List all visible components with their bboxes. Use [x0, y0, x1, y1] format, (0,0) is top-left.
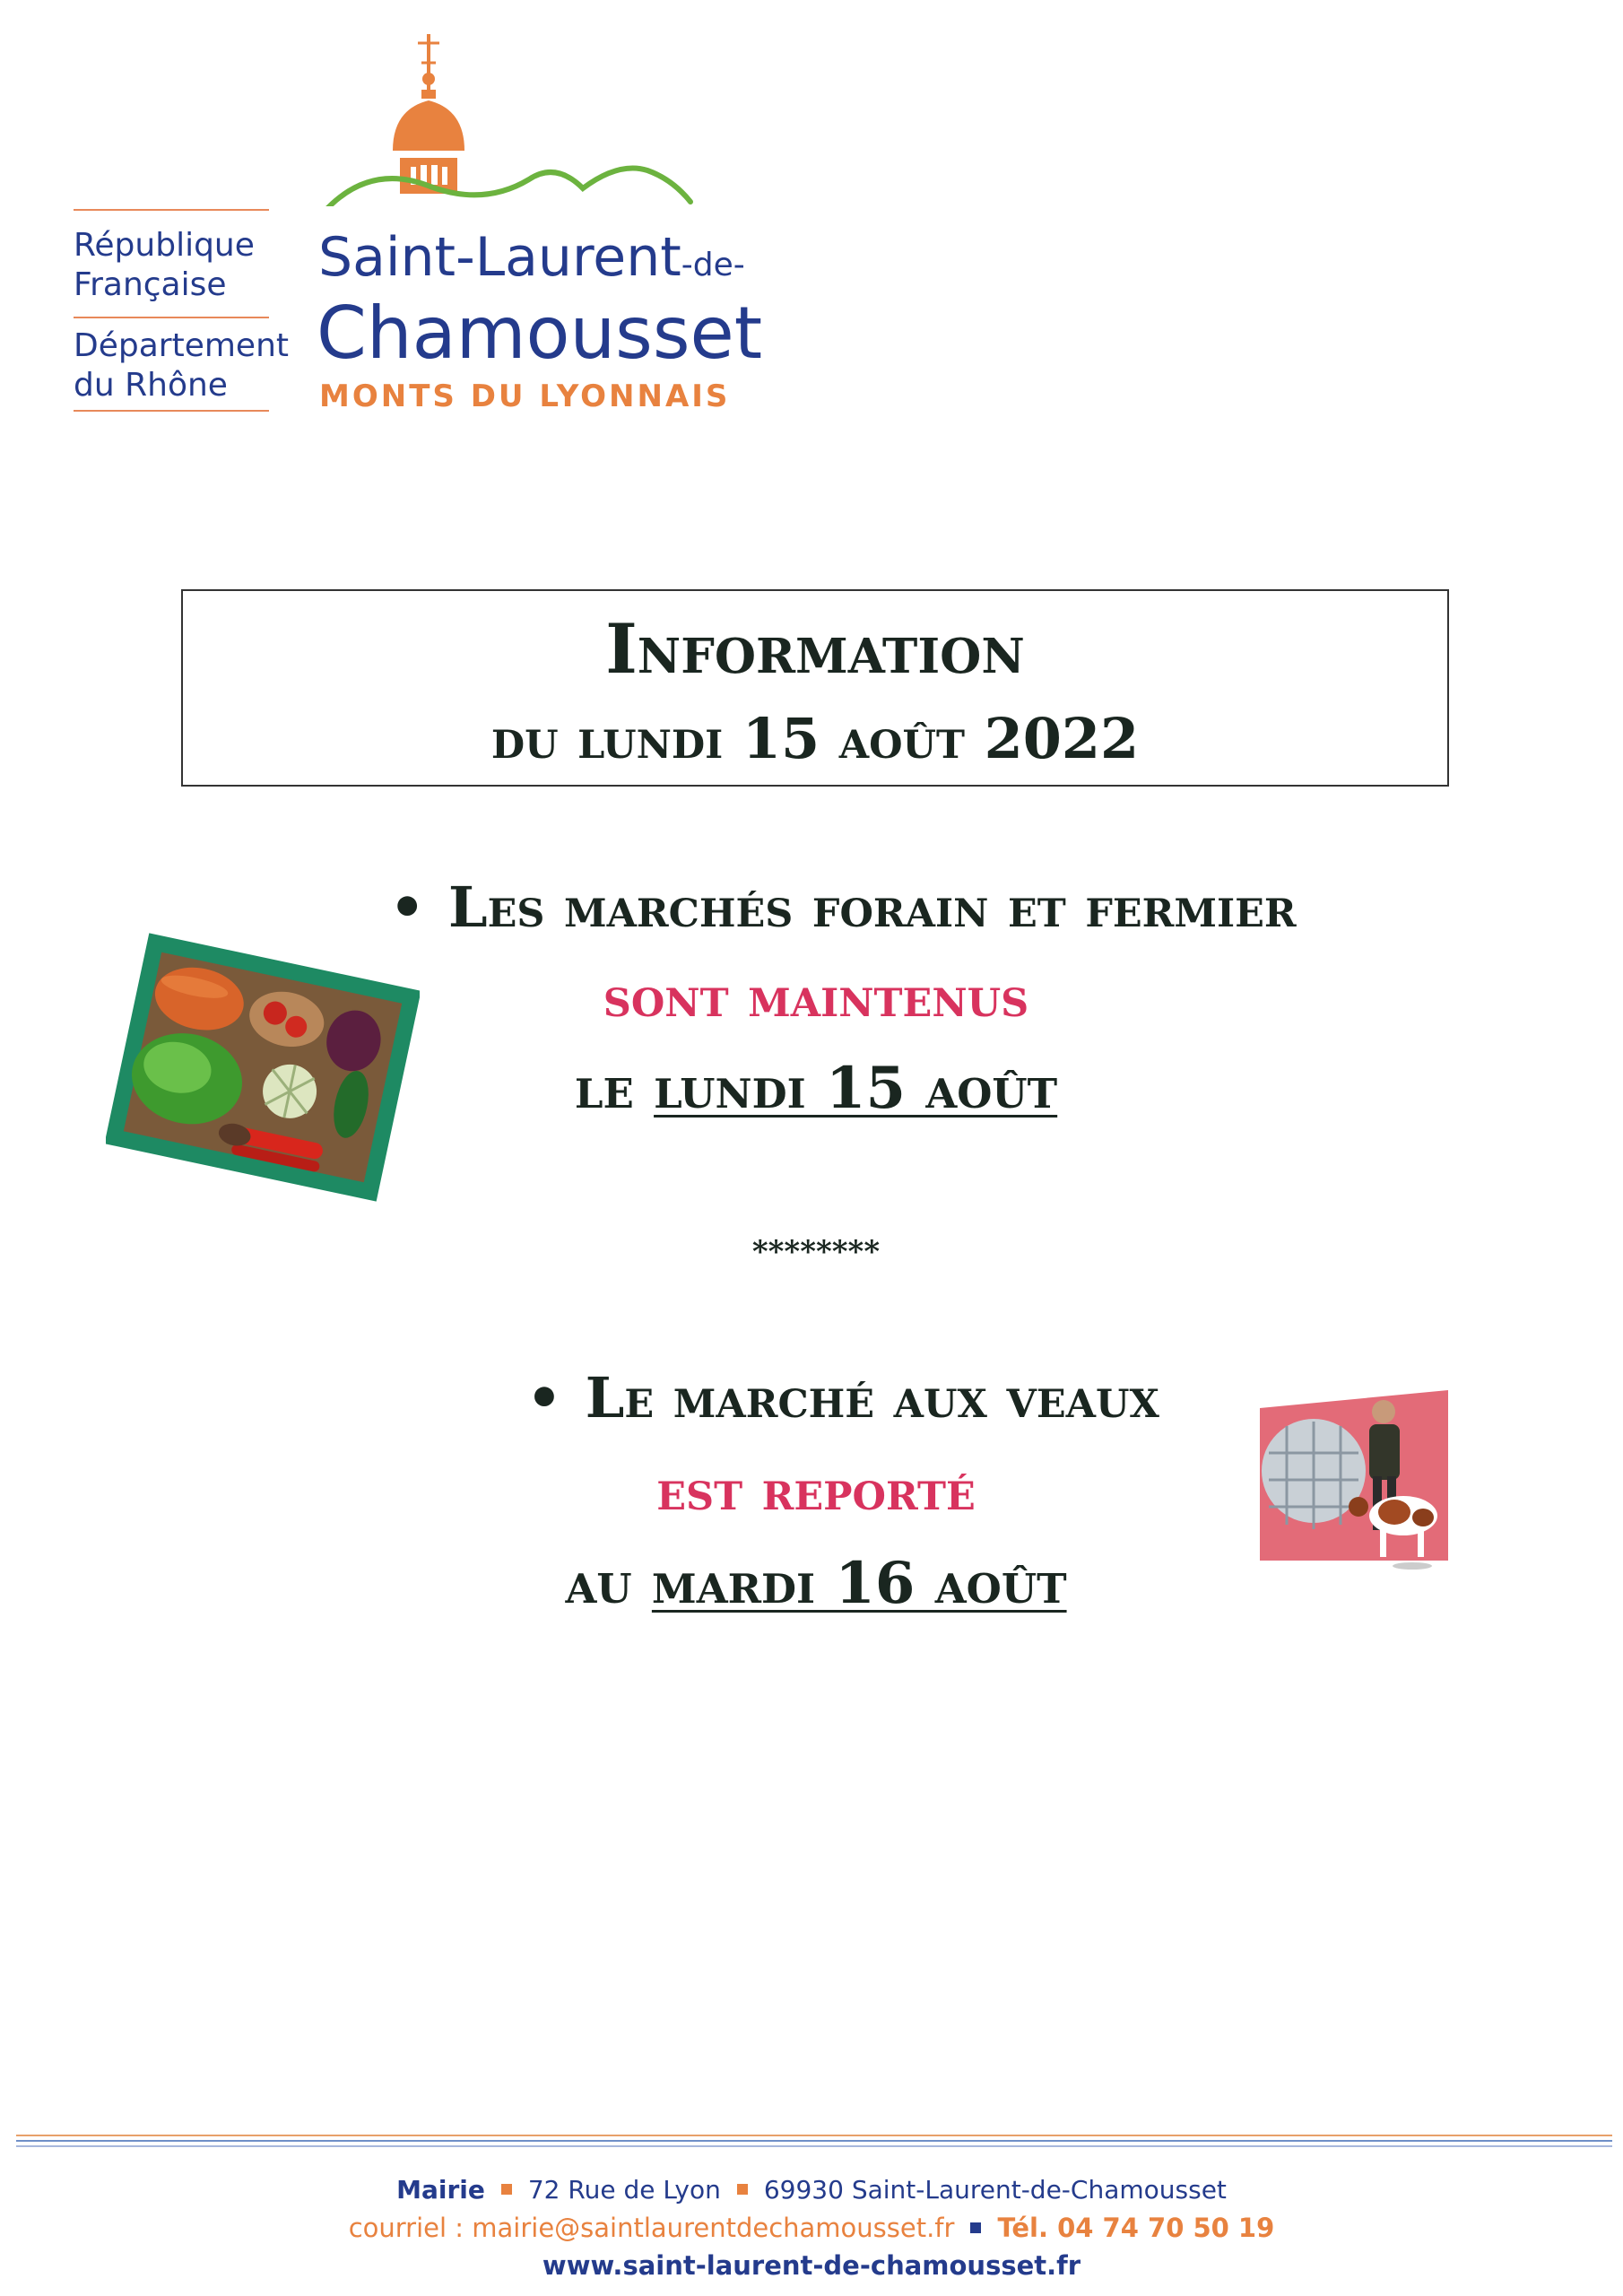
item1-title: Les marchés forain et fermier — [447, 874, 1297, 940]
official-rule-top — [74, 209, 269, 211]
footer-square-icon — [501, 2184, 512, 2195]
footer-contact-line — [0, 2213, 1623, 2243]
logo-name-part-1: Saint-Laurent — [318, 226, 681, 289]
official-line-1: République — [74, 227, 255, 264]
item2-title: Le marché aux veaux — [585, 1365, 1159, 1431]
official-line-2: Française — [74, 266, 227, 303]
item1-bullet-icon: • — [389, 874, 425, 940]
item2-status: est reporté — [656, 1457, 976, 1523]
logo-subtitle: MONTS DU LYONNAIS — [319, 378, 731, 414]
item2-date: mardi 16 août — [651, 1550, 1067, 1617]
separator: ******** — [751, 1234, 881, 1270]
item1-prefix: le — [574, 1055, 634, 1122]
official-republique — [74, 226, 280, 305]
footer-rule-lightblue — [16, 2145, 1612, 2147]
item1-date-line — [457, 1055, 1175, 1122]
footer-mairie-label: Mairie — [396, 2175, 485, 2205]
calf-market-image — [1251, 1381, 1457, 1587]
item1-status: sont maintenus — [603, 964, 1029, 1030]
footer-phone: Tél. 04 74 70 50 19 — [997, 2213, 1275, 2243]
church-dome-logo-icon — [314, 27, 708, 206]
item2-bullet-icon: • — [526, 1365, 562, 1431]
footer-square-icon — [737, 2184, 748, 2195]
footer-address-line — [0, 2175, 1623, 2205]
item1-heading — [305, 874, 1381, 940]
item2-date-line — [457, 1550, 1175, 1617]
logo-name-line-1 — [318, 226, 745, 289]
item2-heading — [412, 1365, 1273, 1431]
info-date: du lundi 15 août 2022 — [490, 706, 1140, 771]
official-departement — [74, 326, 289, 405]
info-heading-box — [181, 589, 1449, 787]
info-title: Information — [605, 609, 1025, 689]
footer-square-icon — [970, 2222, 981, 2233]
footer-rule-orange — [16, 2135, 1612, 2136]
footer-website[interactable]: www.saint-laurent-de-chamousset.fr — [542, 2250, 1081, 2281]
footer-address: 72 Rue de Lyon — [527, 2175, 721, 2205]
footer-email[interactable]: : mairie@saintlaurentdechamousset.fr — [455, 2213, 955, 2243]
logo-name-part-2: -de- — [681, 247, 745, 283]
item1-date: lundi 15 août — [654, 1055, 1058, 1122]
item2-prefix: au — [565, 1550, 632, 1617]
footer-city: 69930 Saint-Laurent-de-Chamousset — [763, 2175, 1227, 2205]
footer-email-label: courriel — [348, 2213, 447, 2243]
official-line-4: du Rhône — [74, 367, 228, 404]
official-line-3: Département — [74, 327, 289, 364]
official-rule-bottom — [74, 410, 269, 412]
vegetable-crate-image — [106, 933, 420, 1206]
official-rule-middle — [74, 317, 269, 318]
logo-name-line-2: Chamousset — [317, 291, 763, 375]
footer-rule-blue — [16, 2140, 1612, 2142]
